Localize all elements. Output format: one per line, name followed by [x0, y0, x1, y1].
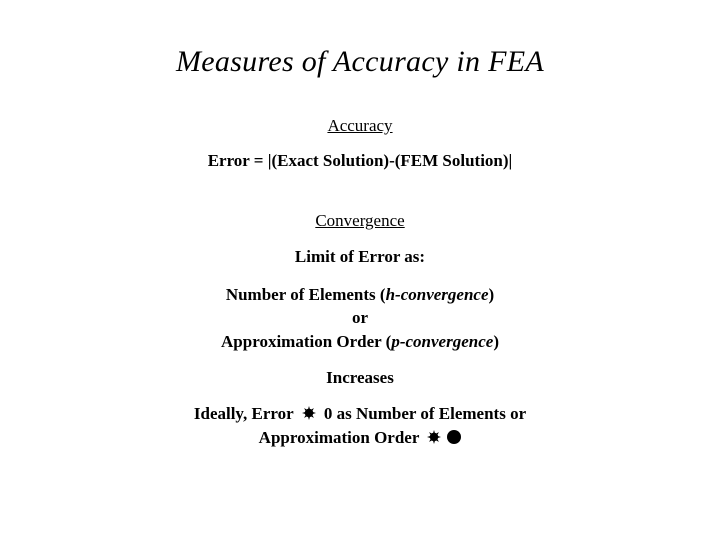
limit-of-error-line: Limit of Error as: — [294, 247, 426, 266]
ideal-line-2 — [0, 428, 720, 448]
accuracy-heading: Accuracy — [327, 116, 393, 135]
convergence-heading: Convergence — [315, 211, 405, 230]
ideal-line-2-text: Approximation Order — [258, 428, 420, 447]
page-title: Measures of Accuracy in FEA — [176, 45, 544, 78]
h-prefix: Number of Elements ( — [225, 285, 386, 304]
filled-circle-icon — [447, 430, 461, 444]
h-suffix: ) — [488, 285, 495, 304]
error-definition: Error = |(Exact Solution)-(FEM Solution)| — [207, 151, 513, 170]
or-line: or — [351, 308, 369, 327]
starburst-arrow-icon — [427, 430, 441, 444]
ideal-line-1 — [0, 404, 720, 424]
p-prefix: Approximation Order ( — [221, 332, 392, 351]
increases-line: Increases — [326, 368, 394, 387]
p-convergence-term: p-convergence — [391, 332, 494, 351]
p-suffix: ) — [493, 332, 499, 351]
h-convergence-line — [0, 285, 720, 305]
ideal-part-1: Ideally, Error — [193, 404, 294, 423]
ideal-part-2: 0 as Number of Elements or — [323, 404, 527, 423]
h-convergence-term: h-convergence — [385, 285, 489, 304]
starburst-arrow-icon — [302, 406, 316, 420]
p-convergence-line — [0, 332, 720, 352]
